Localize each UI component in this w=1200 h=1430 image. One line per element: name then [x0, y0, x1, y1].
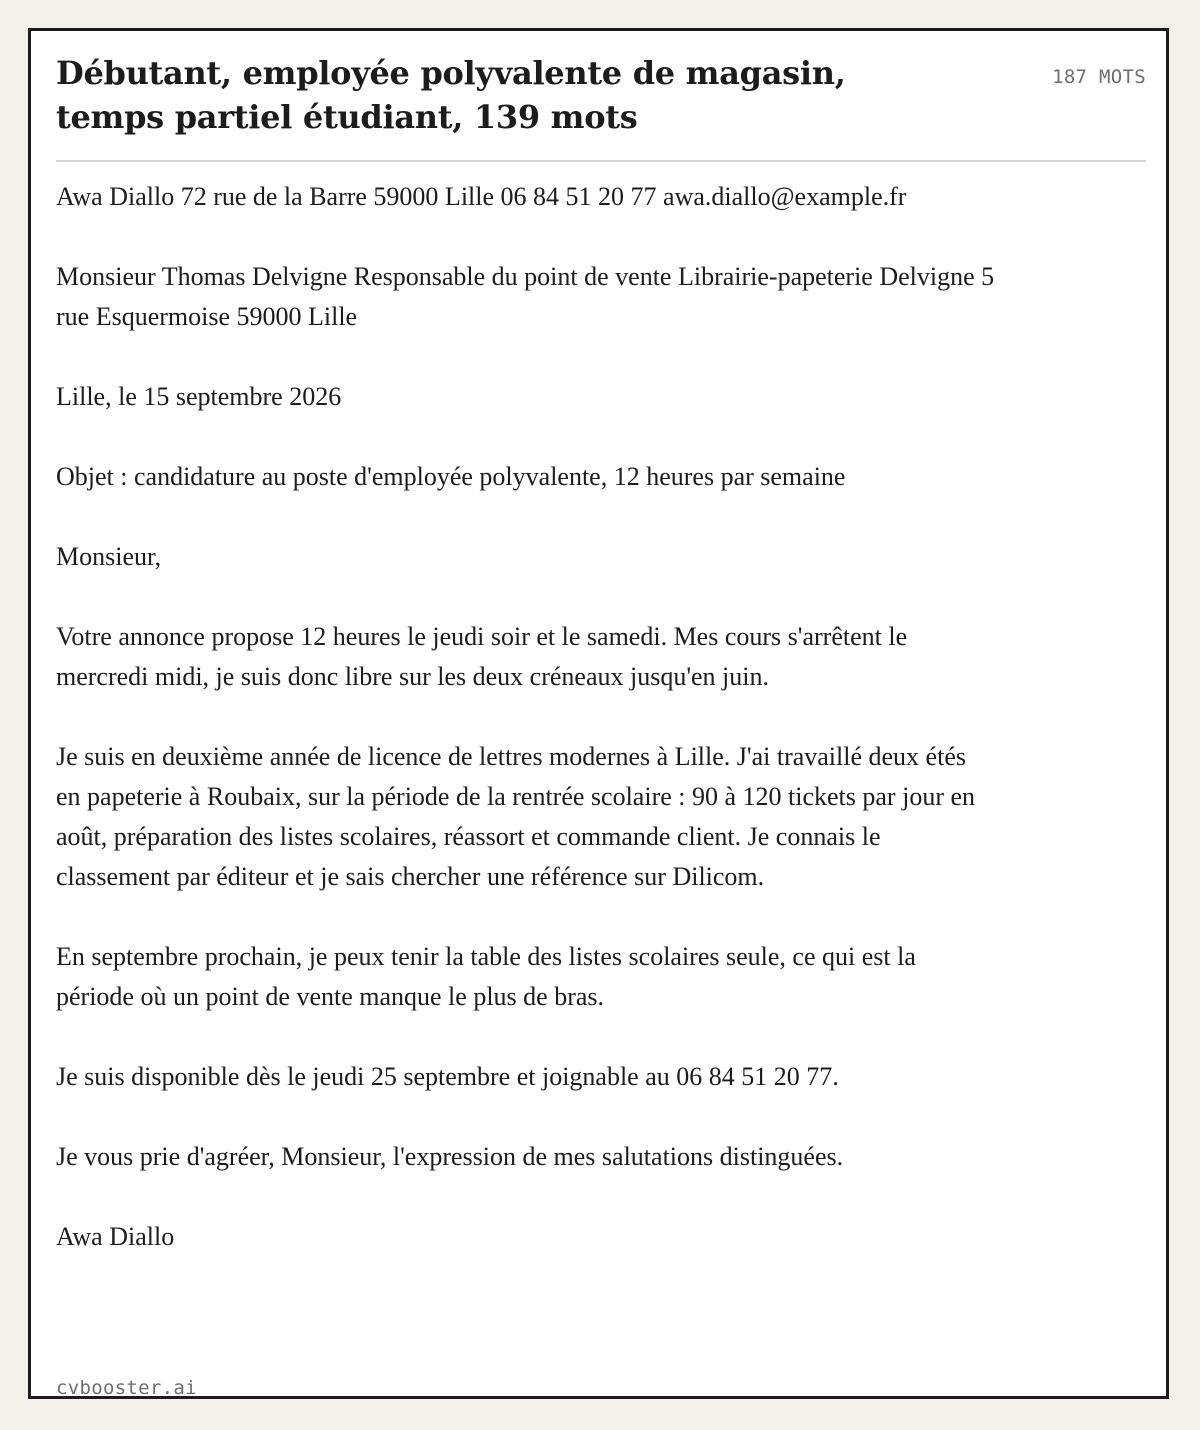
letter-salutation: Monsieur, — [56, 542, 162, 571]
word-count-badge: 187 MOTS — [1052, 66, 1146, 88]
letter-body — [56, 177, 996, 1257]
body-paragraph: Votre annonce propose 12 heures le jeudi soir et le samedi. Mes cours s'arrêtent le mercredi midi, je suis donc libre sur les deux créneaux jusqu'en juin. — [56, 622, 908, 691]
body-paragraph: Je suis disponible dès le jeudi 25 septembre et joignable au 06 84 51 20 77. — [56, 1062, 839, 1091]
letter-signature: Awa Diallo — [56, 1222, 175, 1251]
body-paragraph: Je suis en deuxième année de licence de lettres modernes à Lille. J'ai travaillé deux étés en papeterie à Roubaix, sur la période de la rentrée scolaire : 90 à 120 tickets par jour en août, préparation des listes scolaires, réassort et commande client. Je connais le classement par éditeur et je sais chercher une référence sur Dilicom. — [56, 742, 976, 891]
body-paragraph: En septembre prochain, je peux tenir la table des listes scolaires seule, ce qui est la période où un point de vente manque le plus de bras. — [56, 942, 916, 1011]
page-title: Débutant, employée polyvalente de magasin, temps partiel étudiant, 139 mots — [56, 54, 846, 136]
recipient-block: Monsieur Thomas Delvigne Responsable du point de vente Librairie-papeterie Delvigne 5 rue Esquermoise 59000 Lille — [56, 262, 995, 331]
sender-block: Awa Diallo 72 rue de la Barre 59000 Lille 06 84 51 20 77 awa.diallo@example.fr — [56, 182, 907, 211]
letter-closing: Je vous prie d'agréer, Monsieur, l'expression de mes salutations distinguées. — [56, 1142, 844, 1171]
letter-date: Lille, le 15 septembre 2026 — [56, 382, 342, 411]
letter-card — [28, 28, 1169, 1399]
header-divider — [56, 160, 1146, 162]
letter-subject: Objet : candidature au poste d'employée polyvalente, 12 heures par semaine — [56, 462, 846, 491]
footer-brand: cvbooster.ai — [56, 1377, 197, 1399]
letter-header — [56, 51, 1146, 161]
